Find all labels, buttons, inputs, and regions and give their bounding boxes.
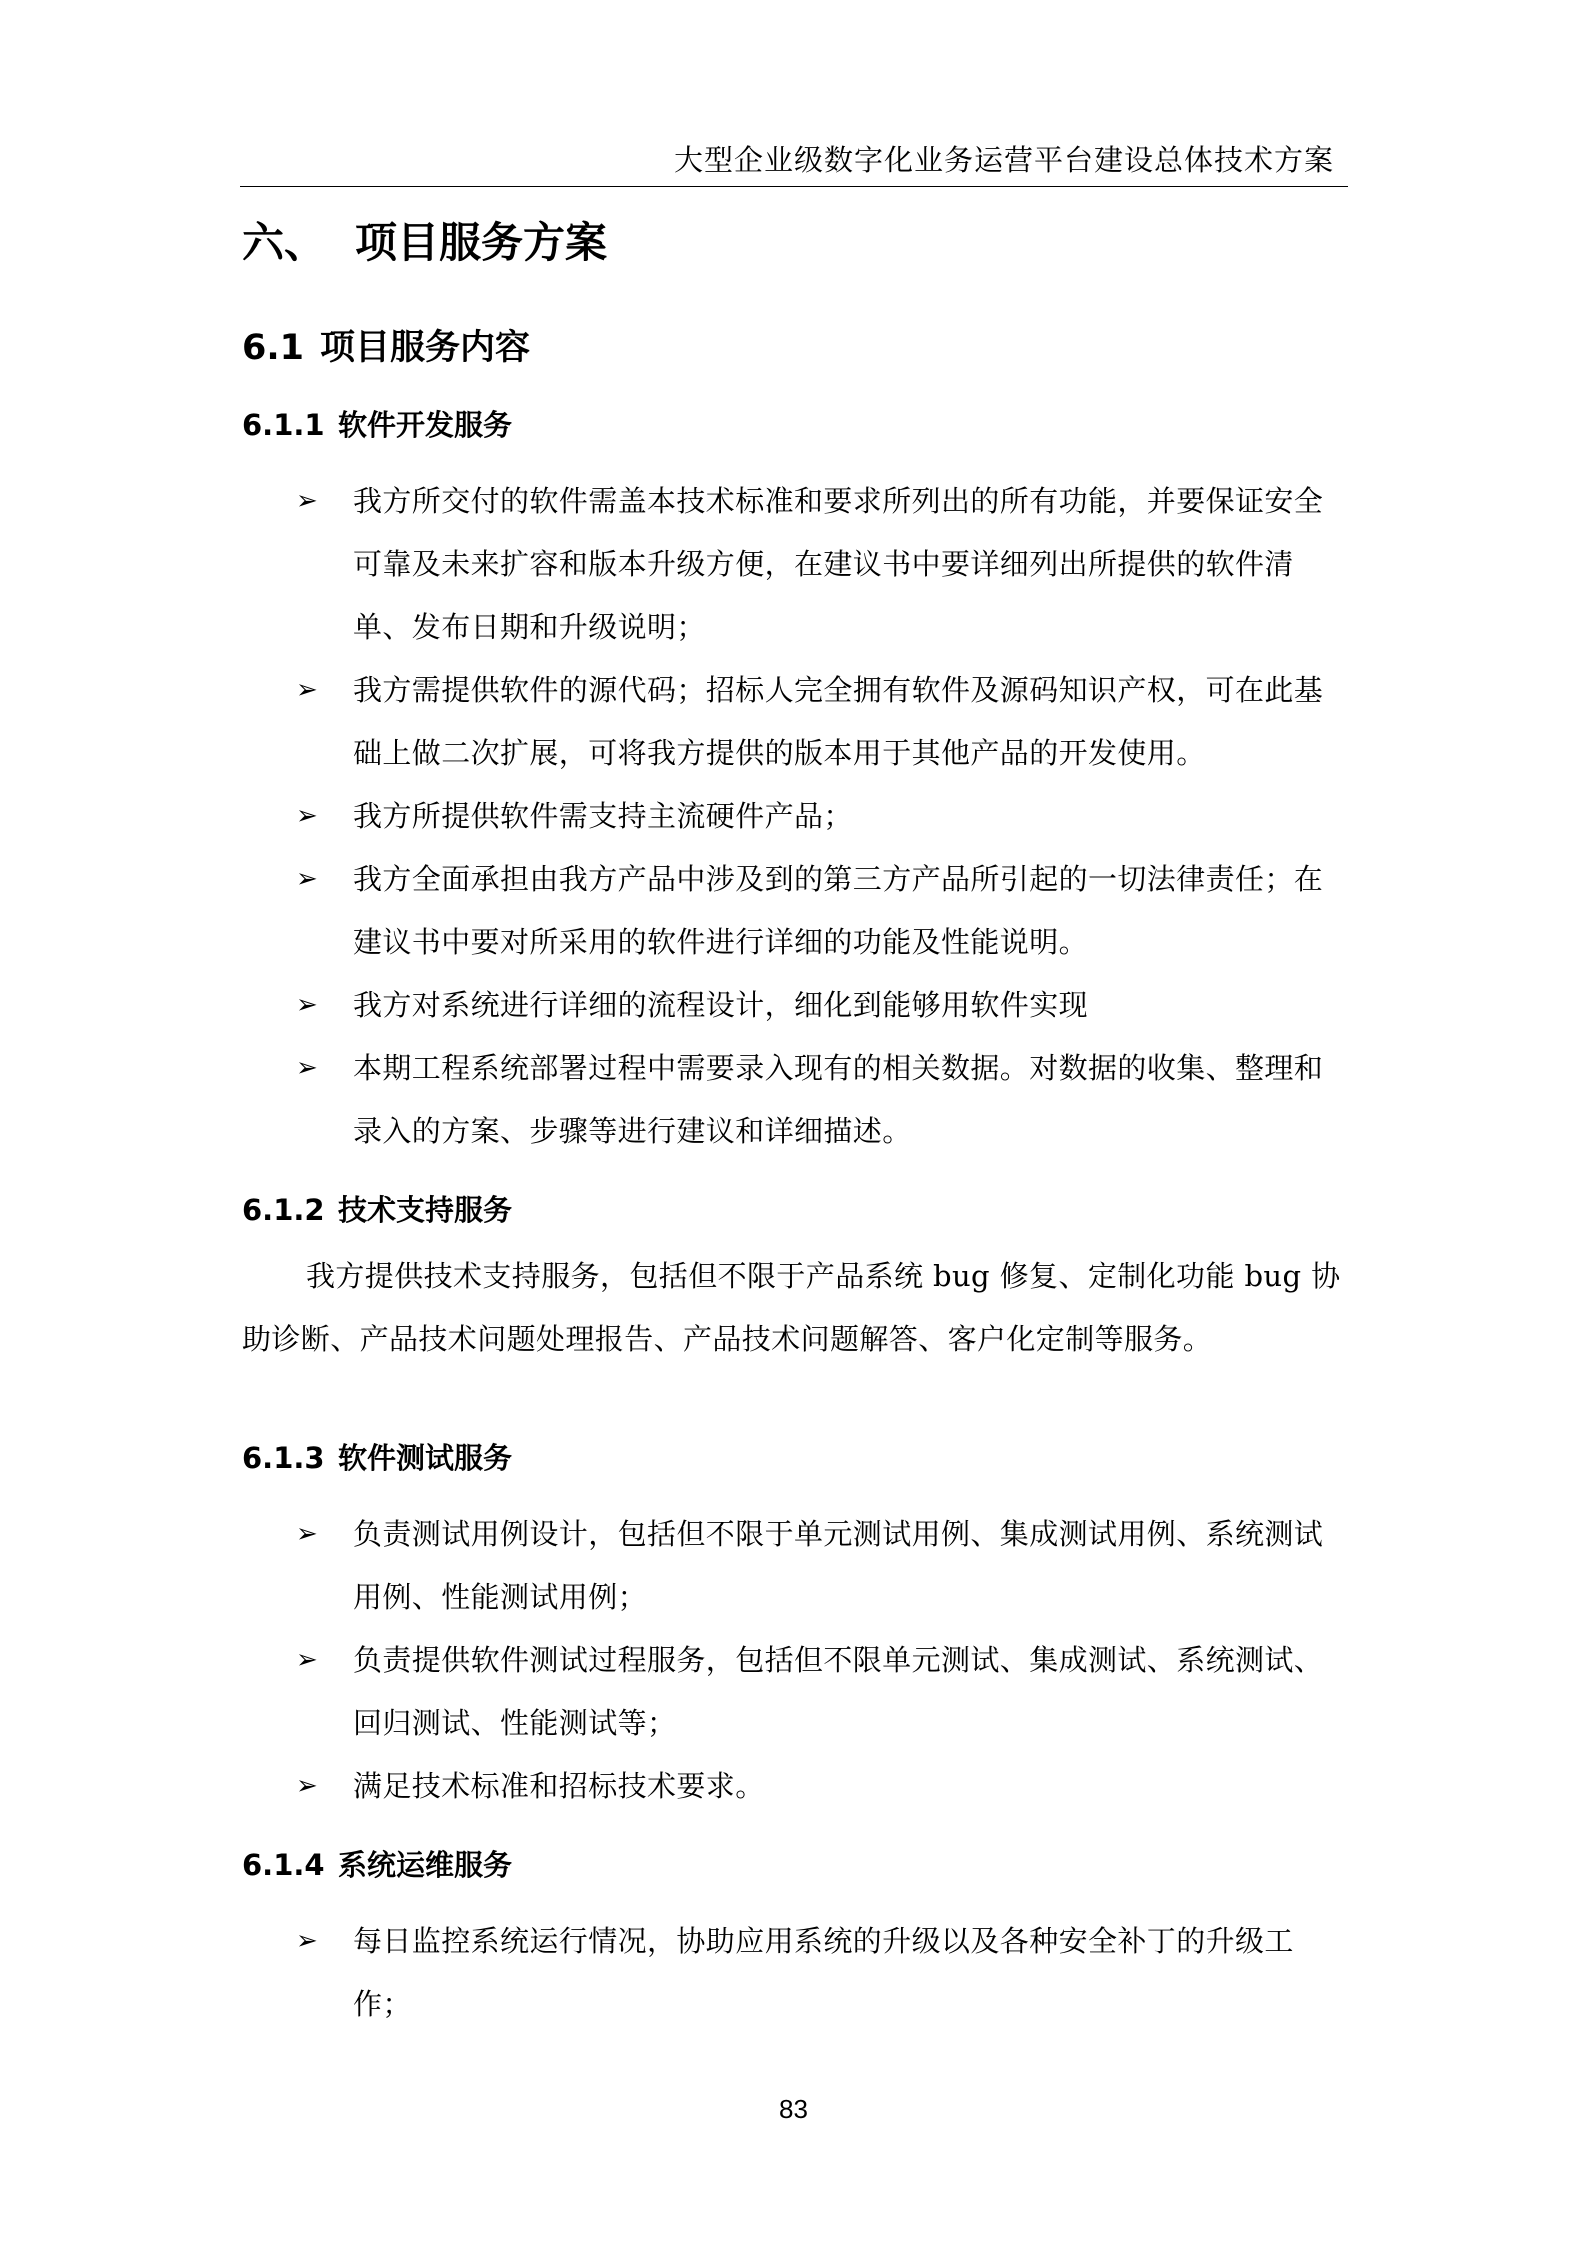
list-item bbox=[296, 974, 1350, 1037]
arrow-bullet-icon: ➢ bbox=[296, 1926, 319, 1956]
arrow-bullet-icon: ➢ bbox=[296, 1771, 319, 1801]
subsection-heading bbox=[242, 400, 1350, 450]
chapter-title: 项目服务方案 bbox=[355, 218, 608, 267]
bullet-list bbox=[242, 1503, 1350, 1818]
arrow-bullet-icon: ➢ bbox=[296, 675, 319, 705]
subsection-heading bbox=[242, 1185, 1350, 1235]
list-item bbox=[296, 785, 1350, 848]
list-item bbox=[296, 1629, 1350, 1755]
subsection-heading bbox=[242, 1433, 1350, 1483]
arrow-bullet-icon: ➢ bbox=[296, 864, 319, 894]
subsection-heading bbox=[242, 1840, 1350, 1890]
list-item-text: 我方对系统进行详细的流程设计，细化到能够用软件实现 bbox=[353, 988, 1089, 1022]
list-item bbox=[296, 1910, 1350, 2036]
page-number: 83 bbox=[779, 2094, 808, 2124]
list-item-text: 本期工程系统部署过程中需要录入现有的相关数据。对数据的收集、整理和录入的方案、步骤等进行建议和详细描述。 bbox=[353, 1051, 1324, 1148]
list-item-text: 我方所提供软件需支持主流硬件产品； bbox=[353, 799, 853, 833]
list-item bbox=[296, 1755, 1350, 1818]
section-title: 项目服务内容 bbox=[320, 328, 531, 368]
header-rule bbox=[240, 186, 1348, 187]
list-item bbox=[296, 1503, 1350, 1629]
arrow-bullet-icon: ➢ bbox=[296, 1519, 319, 1549]
subsection-number: 6.1.4 bbox=[242, 1848, 325, 1882]
subsection-number: 6.1.2 bbox=[242, 1193, 325, 1227]
list-item bbox=[296, 848, 1350, 974]
list-item-text: 负责提供软件测试过程服务，包括但不限单元测试、集成测试、系统测试、回归测试、性能测试等； bbox=[353, 1643, 1324, 1740]
chapter-number: 六、 bbox=[242, 218, 327, 267]
list-item-text: 我方需提供软件的源代码；招标人完全拥有软件及源码知识产权，可在此基础上做二次扩展，可将我方提供的版本用于其他产品的开发使用。 bbox=[353, 673, 1324, 770]
running-header: 大型企业级数字化业务运营平台建设总体技术方案 bbox=[673, 143, 1334, 177]
list-item-text: 负责测试用例设计，包括但不限于单元测试用例、集成测试用例、系统测试用例、性能测试用例； bbox=[353, 1517, 1324, 1614]
subsection-title: 技术支持服务 bbox=[338, 1193, 513, 1227]
subsection-number: 6.1.1 bbox=[242, 408, 325, 442]
subsection-title: 软件开发服务 bbox=[338, 408, 513, 442]
list-item bbox=[296, 470, 1350, 659]
list-item-text: 我方所交付的软件需盖本技术标准和要求所列出的所有功能，并要保证安全可靠及未来扩容和版本升级方便，在建议书中要详细列出所提供的软件清单、发布日期和升级说明； bbox=[353, 484, 1324, 644]
subsection-title: 系统运维服务 bbox=[338, 1848, 513, 1882]
bullet-list bbox=[242, 1910, 1350, 2036]
arrow-bullet-icon: ➢ bbox=[296, 1645, 319, 1675]
arrow-bullet-icon: ➢ bbox=[296, 1053, 319, 1083]
list-item bbox=[296, 659, 1350, 785]
page-content bbox=[242, 196, 1350, 2036]
list-item-text: 我方全面承担由我方产品中涉及到的第三方产品所引起的一切法律责任；在建议书中要对所采用的软件进行详细的功能及性能说明。 bbox=[353, 862, 1324, 959]
subsection-number: 6.1.3 bbox=[242, 1441, 325, 1475]
bullet-list bbox=[242, 470, 1350, 1163]
arrow-bullet-icon: ➢ bbox=[296, 486, 319, 516]
section-number: 6.1 bbox=[242, 328, 305, 368]
arrow-bullet-icon: ➢ bbox=[296, 801, 319, 831]
list-item-text: 满足技术标准和招标技术要求。 bbox=[353, 1769, 765, 1803]
list-item-text: 每日监控系统运行情况，协助应用系统的升级以及各种安全补丁的升级工作； bbox=[353, 1924, 1294, 2021]
spacer bbox=[242, 1371, 1350, 1411]
chapter-heading bbox=[242, 208, 1350, 278]
list-item bbox=[296, 1037, 1350, 1163]
section-heading bbox=[242, 318, 1350, 378]
subsection-title: 软件测试服务 bbox=[338, 1441, 513, 1475]
arrow-bullet-icon: ➢ bbox=[296, 990, 319, 1020]
body-paragraph: 我方提供技术支持服务，包括但不限于产品系统 bug 修复、定制化功能 bug 协助诊断、产品技术问题处理报告、产品技术问题解答、客户化定制等服务。 bbox=[242, 1259, 1341, 1356]
